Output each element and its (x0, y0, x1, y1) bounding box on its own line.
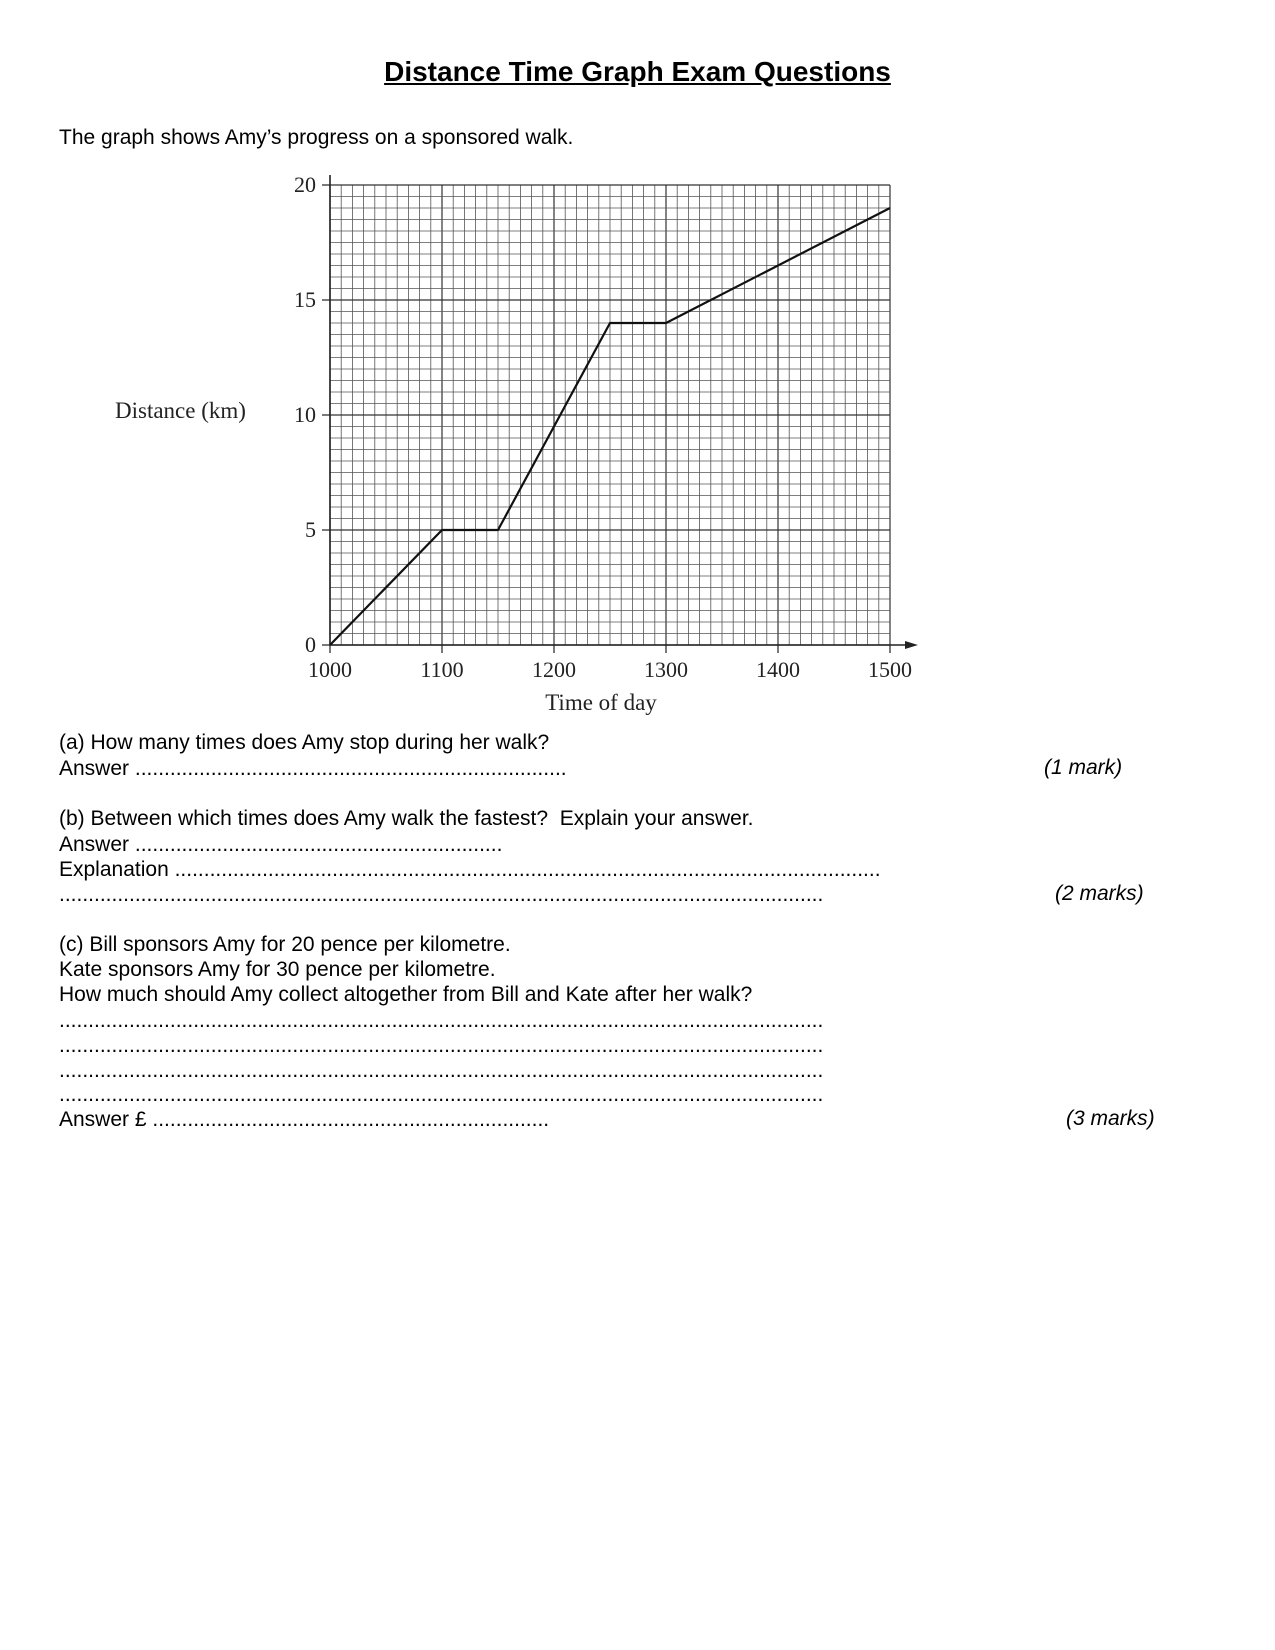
page-title: Distance Time Graph Exam Questions (384, 56, 891, 87)
question-c-line-1: (c) Bill sponsors Amy for 20 pence per kilometre. (59, 933, 511, 956)
question-b-dotted-line: ................................................................................................................................... (59, 883, 824, 906)
question-c-dotted-line-1: ................................................................................................................................... (59, 1009, 824, 1032)
intro-text: The graph shows Amy’s progress on a sponsored walk. (59, 126, 574, 149)
y-tick-label: 5 (305, 517, 316, 542)
x-tick-label: 1100 (420, 657, 464, 682)
x-tick-label: 1400 (756, 657, 800, 682)
y-tick-label: 10 (294, 402, 316, 427)
question-b-answer-line: Answer ............................................................... (59, 833, 503, 856)
chart-grid (330, 185, 890, 645)
x-tick-label: 1000 (308, 657, 352, 682)
x-tick-label: 1500 (868, 657, 912, 682)
question-a-prompt: (a) How many times does Amy stop during her walk? (59, 731, 550, 754)
y-tick-label: 0 (305, 632, 316, 657)
y-tick-label: 20 (294, 175, 316, 197)
x-tick-label: 1300 (644, 657, 688, 682)
question-c-dotted-line-4: ................................................................................................................................... (59, 1083, 824, 1106)
question-c-line-3: How much should Amy collect altogether from Bill and Kate after her walk? (59, 983, 753, 1006)
question-a-answer-line: Answer .......................................................................... (59, 757, 567, 780)
question-a-marks: (1 mark) (1044, 756, 1123, 779)
x-axis-arrow (905, 641, 918, 649)
question-c-dotted-line-3: ................................................................................................................................... (59, 1059, 824, 1082)
question-b-prompt: (b) Between which times does Amy walk the fastest? Explain your answer. (59, 807, 754, 830)
question-c-dotted-line-2: ................................................................................................................................... (59, 1034, 824, 1057)
x-axis-label: Time of day (545, 690, 657, 715)
question-b-marks: (2 marks) (1055, 882, 1144, 905)
question-c-answer-line: Answer £ .................................................................... (59, 1108, 550, 1131)
question-b-explanation-line: Explanation ......................................................................................................................... (59, 858, 881, 881)
chart-axes (326, 175, 918, 649)
y-axis-label: Distance (km) (115, 398, 246, 423)
question-c-line-2: Kate sponsors Amy for 30 pence per kilometre. (59, 958, 496, 981)
x-tick-label: 1200 (532, 657, 576, 682)
distance-time-chart (100, 175, 980, 755)
chart-ticks (294, 175, 912, 682)
y-tick-label: 15 (294, 287, 316, 312)
question-c-marks: (3 marks) (1066, 1107, 1155, 1130)
